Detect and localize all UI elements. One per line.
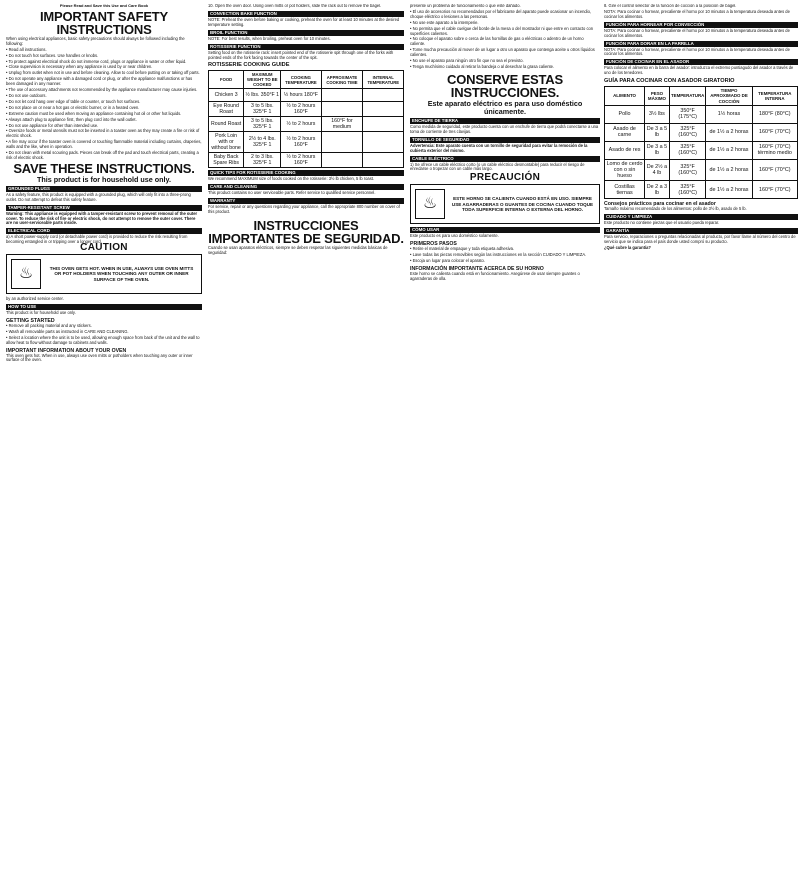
- list-item: • Wash all removable parts as instructed in CARE AND CLEANING.: [6, 330, 202, 335]
- preheat-note-es: NOTA: Para cocinar o hornear, precaliente el horno por 10 minutos a la temperatura deseada antes de cocinar los alimentos.: [604, 8, 790, 19]
- precaucion-title: PRECAUCIÓN: [469, 172, 541, 184]
- grounded-heading: GROUNDED PLUGS: [6, 186, 202, 192]
- list-item: • Close supervision is necessary when any appliance is used by or near children.: [6, 65, 202, 70]
- cord-text: a) A short power-supply cord (or detachable power cord) is provided to reduce the risk resulting from becoming entangled in or tripping over a longer cord.: [6, 234, 188, 245]
- table-cell: 325°F (160°C): [669, 141, 706, 159]
- column-header: MAXIMUM WEIGHT TO BE COOKED: [244, 71, 281, 89]
- table-cell: 160°F for medium: [321, 117, 363, 132]
- preheat-note-es: NOTA: Para cocinar o hornear, precaliente el horno por 10 minutos a la temperatura deseada antes de cocinar los alimentos.: [604, 46, 790, 57]
- column-spanish-1: [410, 4, 600, 892]
- howto-text: This product is for household use only.: [6, 310, 76, 315]
- table-cell: 180°F (80°C): [752, 105, 797, 123]
- list-item: • Remove all packing material and any stickers.: [6, 324, 202, 329]
- table-cell: De 2 a 3 lb: [645, 181, 670, 199]
- care-text: This product contains no user serviceable parts. Refer service to qualified service personnel.: [208, 190, 376, 196]
- table-header-row: [209, 71, 404, 89]
- table-cell: [363, 132, 404, 153]
- consejos-heading: Consejos prácticos para cocinar en el asador: [604, 201, 716, 208]
- table-cell: 3 to 5 lbs. 325°F 1: [244, 117, 281, 132]
- rotisserie-guide-table-es: [604, 86, 798, 199]
- read-save-note: Please Read and Save this Use and Care Book: [59, 4, 149, 8]
- column-header: TEMPERATURA: [669, 87, 706, 106]
- convection-heading: CONVECTION BAKE FUNCTION: [208, 11, 404, 17]
- continued-text: presente un problema de funcionamiento o que esté dañado.: [410, 4, 521, 8]
- list-item: • Escoja un lugar para colocar el aparato.: [410, 259, 600, 264]
- hot-warning-box: [6, 254, 202, 294]
- list-item: • No use el aparato para ningún otro fin que no sea el previsto.: [410, 59, 600, 64]
- cable-text: 1) Se ofrece un cable eléctrico corto (o un cable eléctrico desmontable) para reducir el riesgo de enredarse o tropezar con un cable más largo.: [410, 161, 585, 172]
- list-item: • Unplug from outlet when not in use and before cleaning. Allow to cool before putting on or taking off parts.: [6, 71, 202, 76]
- table-row: [209, 89, 404, 102]
- column-header: PESO MÁXIMO: [645, 87, 670, 106]
- column-english-1: [6, 4, 202, 892]
- table-cell: [363, 153, 404, 168]
- broil-heading: BROIL FUNCTION: [208, 30, 404, 36]
- table-cell: Asado de carne: [605, 123, 645, 141]
- consejos-text: Tamaño máximo recomendado de los alimentos: pollo de 3½ lb, asado de 5 lb.: [604, 206, 747, 212]
- table-row: [605, 141, 798, 159]
- cuidado-text: Este producto no contiene piezas que el usuario pueda reparar.: [604, 220, 720, 226]
- column-header: TEMPERATURA INTERNA: [752, 87, 797, 106]
- cord-heading: ELECTRICAL CORD: [6, 228, 202, 234]
- list-item: • Always attach plug to appliance first, then plug cord into the wall outlet.: [6, 118, 202, 123]
- list-item: • Do not place on or near a hot gas or electric burner, or in a heated oven.: [6, 106, 202, 111]
- table-cell: 1½ horas: [706, 105, 752, 123]
- list-item: • Do not touch hot surfaces. Use handles or knobs.: [6, 54, 202, 59]
- spanish-safety-title: INSTRUCCIONES IMPORTANTES DE SEGURIDAD.: [208, 218, 404, 247]
- bagel-step-es: 8. Gire el control selector de la función de cocción a la posición de bagel.: [604, 4, 737, 8]
- table-cell: ½ hours 180°F: [281, 89, 321, 102]
- list-item: • Select a location where the unit is to be used, allowing enough space from back of the unit and the wall to allow heat to flow without damage to cabinets and walls.: [6, 336, 202, 346]
- table-cell: de 1½ a 2 horas: [706, 181, 752, 199]
- table-cell: [321, 89, 363, 102]
- enchufe-heading: ENCHUFE DE TIERRA: [410, 118, 600, 124]
- convection-heading-es: FUNCIÓN PARA HORNEAR POR CONVECCIÓN: [604, 22, 798, 28]
- list-item: • El uso de accesorios no recomendados por el fabricante del aparato puede ocasionar un incendio, choque eléctrico o lesiones a las personas.: [410, 10, 600, 20]
- info-horno-text: Este horno se calienta cuando está en funcionamiento. Asegúrese de usar siempre guantes o agarraderas de olla.: [410, 270, 580, 281]
- hot-warning-text-es: ESTE HORNO SE CALIENTA CUANDO ESTÁ EN USO. SIEMPRE USE AGARRADERAS O GUANTES DE COCINA CUANDO TOQUE TODA SUPERFICIE INTERNA O EXTERNA DEL HORNO.: [451, 196, 594, 212]
- table-cell: ½ to 2 hours 160°F: [281, 102, 321, 117]
- convection-text: NOTE: Preheat the oven before baking or cooking, preheat the oven for at least 10 minutes at the desired temperature setting.: [208, 16, 400, 27]
- table-cell: ½ lbs. 350°F 1: [244, 89, 281, 102]
- save-title: SAVE THESE INSTRUCTIONS.: [13, 160, 195, 176]
- list-item: • Retire el material de empaque y toda etiqueta adhesiva.: [410, 247, 600, 252]
- column-header: APPROXIMATE COOKING TIME: [321, 71, 363, 89]
- table-cell: de 1½ a 2 horas: [706, 159, 752, 181]
- care-heading: CARE AND CLEANING: [208, 184, 404, 190]
- table-header-row: [605, 87, 798, 106]
- table-cell: 350°F (175°C): [669, 105, 706, 123]
- oven-info-text: This oven gets hot. When in use, always use oven mitts or potholders when touching any outer or inner surface of the oven.: [6, 352, 193, 363]
- table-cell: 325°F (160°C): [669, 159, 706, 181]
- caution-title: CAUTION: [80, 242, 128, 254]
- table-cell: De 3 a 5 lb: [645, 123, 670, 141]
- garantia-text: Para servicio, reparaciones o preguntas relacionadas al producto, por favor llame al número del centro de servicio que se indica para el país donde usted compró su producto.: [604, 234, 796, 245]
- table-cell: [363, 102, 404, 117]
- broil-text: NOTE: For best results, when broiling, preheat oven for 10 minutes.: [208, 35, 331, 41]
- rotisserie-guide-title-es: GUÍA PARA COCINAR CON ASADOR GIRATORIO: [604, 78, 735, 85]
- table-cell: Pollo: [605, 105, 645, 123]
- table-cell: 2 to 3 lbs. 325°F 1: [244, 153, 281, 168]
- table-cell: 160°F (70°C): [752, 123, 797, 141]
- column-header: COOKING TEMPERATURE: [281, 71, 321, 89]
- garantia-question: ¿Qué cubre la garantía?: [604, 245, 651, 250]
- table-cell: De 2½ a 4 lb: [645, 159, 670, 181]
- rotisserie-guide-title: ROTISSERIE COOKING GUIDE: [208, 62, 290, 69]
- table-cell: Costillas tiernas: [605, 181, 645, 199]
- quick-tips-heading: QUICK TIPS FOR ROTISSERIE COOKING: [208, 170, 404, 176]
- column-english-2: [208, 4, 404, 892]
- list-item: • Do not use appliance for other than intended use.: [6, 124, 202, 129]
- list-item: • Tome mucha precaución al mover de un lugar a otro un aparato que contenga aceite u otros líquidos calientes.: [410, 48, 600, 58]
- warranty-heading: WARRANTY: [208, 198, 404, 204]
- list-item: • Read all instructions.: [6, 48, 202, 53]
- tornillo-heading: TORNILLO DE SEGURIDAD: [410, 137, 600, 143]
- table-cell: De 3 a 5 lb: [645, 141, 670, 159]
- service-note: by an authorized service center.: [6, 296, 64, 302]
- safety-list: [6, 48, 202, 161]
- broil-heading-es: FUNCIÓN PARA DORAR EN LA PARRILLA: [604, 41, 798, 47]
- rotisserie-heading-es: FUNCIÓN DE COCINAR EN EL ASADOR: [604, 59, 798, 65]
- table-cell: Lomo de cerdo con o sin hueso: [605, 159, 645, 181]
- rotisserie-heading: ROTISSERIE FUNCTION: [208, 44, 404, 50]
- list-item: • Do not operate any appliance with a damaged cord or plug, or after the appliance malfunctions or has been damaged in any manner.: [6, 77, 202, 87]
- bagel-step: 10. Open the oven door. Using oven mitts or pot holders, slide the rack out to remove the bagel.: [208, 4, 382, 8]
- getting-started-heading: GETTING STARTED: [6, 317, 55, 324]
- rotisserie-text: Setting food on the rotisserie rack: insert pointed end of the rotisserie spit through one of the forks with pointed ends of the fork facing towards the center of the spit.: [208, 49, 394, 60]
- info-horno-heading: INFORMACIÓN IMPORTANTE ACERCA DE SU HORNO: [410, 265, 544, 272]
- table-cell: 160°F (70°C) término medio: [752, 141, 797, 159]
- cuidado-heading: CUIDADO Y LIMPIEZA: [604, 214, 798, 220]
- table-row: [605, 105, 798, 123]
- list-item: • No use este aparato a la intemperie.: [410, 21, 600, 26]
- safety-intro: When using electrical appliances, basic safety precautions should always be followed including the following:: [6, 35, 185, 46]
- list-item: • No coloque el aparato sobre o cerca de las hornillas de gas o eléctricas o adentro de un horno caliente.: [410, 37, 600, 47]
- como-usar-heading: CÓMO USAR: [410, 227, 600, 233]
- list-item: • Do not let cord hang over edge of table or counter, or touch hot surfaces.: [6, 100, 202, 105]
- tamper-heading: TAMPER-RESISTANT SCREW: [6, 205, 202, 211]
- hot-surface-icon: ♨: [11, 259, 41, 289]
- quick-tips-text: We recommend MAXIMUM size of foods cooked on the rotisserie: 3½ lb chicken, 5 lb roast.: [208, 176, 375, 182]
- table-cell: [321, 132, 363, 153]
- table-row: [605, 181, 798, 199]
- list-item: • Do not clean with metal scouring pads. Pieces can break off the pad and touch electrical parts, creating a risk of electric shock.: [6, 151, 202, 161]
- hot-surface-icon: ♨: [415, 189, 445, 219]
- preheat-note-es: NOTA: Para cocinar o hornear, precaliente el horno por 10 minutos a la temperatura deseada antes de cocinar los alimentos.: [604, 27, 790, 38]
- table-cell: 325°F (160°C): [669, 123, 706, 141]
- table-row: [605, 123, 798, 141]
- table-cell: 160°F (70°C): [752, 159, 797, 181]
- list-item: • Tenga muchísimo cuidado al retirar la bandeja o al desechar la grasa caliente.: [410, 65, 600, 70]
- table-cell: ½ to 2 hours 160°F: [281, 153, 321, 168]
- table-cell: 3 to 5 lbs. 325°F 1: [244, 102, 281, 117]
- rotisserie-text-es: Para colocar el alimento en la barra del asador: introduzca el extremo puntiagudo del asador a través de uno de los tenedores.: [604, 65, 794, 76]
- table-row: [605, 159, 798, 181]
- list-item: • Extreme caution must be used when moving an appliance containing hot oil or other hot liquids.: [6, 112, 202, 117]
- hot-warning-text: THIS OVEN GETS HOT. WHEN IN USE, ALWAYS USE OVEN MITTS OR POT HOLDERS WHEN TOUCHING ANY OUTER OR INNER SURFACE OF THE OVEN.: [49, 265, 194, 282]
- list-item: • Lave todas las piezas removibles según las instrucciones en la sección CUIDADO Y LIMPIEZA.: [410, 253, 600, 258]
- table-cell: Eye Round Roast: [209, 102, 244, 117]
- table-cell: 325°F (160°C): [669, 181, 706, 199]
- table-row: [209, 102, 404, 117]
- list-item: • No permita que el cable cuelgue del borde de la mesa o del mostrador ni que entre en contacto con superficies calientes.: [410, 27, 600, 37]
- table-cell: ½ to 2 hours 160°F: [281, 132, 321, 153]
- cable-heading: CABLE ELÉCTRICO: [410, 156, 600, 162]
- list-item: • A fire may occur if the toaster oven is covered or touching flammable material including curtains, draperies, walls and the like, when in operation.: [6, 140, 202, 150]
- table-cell: 2½ to 4 lbs. 325°F 1: [244, 132, 281, 153]
- warranty-text: For service, repair or any questions regarding your appliance, call the appropriate 800 number on cover of this product.: [208, 204, 400, 215]
- column-header: FOOD: [209, 71, 244, 89]
- primeros-pasos-heading: PRIMEROS PASOS: [410, 241, 457, 248]
- table-cell: ½ to 2 hours: [281, 117, 321, 132]
- enchufe-text: Como medida de seguridad, este producto cuenta con un enchufe de tierra que podrá conectarse a una toma de corriente de tres clavijas.: [410, 123, 599, 134]
- column-header: ALIMENTO: [605, 87, 645, 106]
- column-spanish-2: [604, 4, 798, 892]
- table-cell: Pork Loin with or without bone: [209, 132, 244, 153]
- table-row: [209, 117, 404, 132]
- table-cell: 160°F (70°C): [752, 181, 797, 199]
- howto-heading: HOW TO USE: [6, 304, 202, 310]
- table-cell: Round Roast: [209, 117, 244, 132]
- como-usar-text: Este producto es para uso doméstico solamente.: [410, 233, 499, 239]
- table-cell: [363, 117, 404, 132]
- table-row: [209, 132, 404, 153]
- table-cell: 3½ lbs: [645, 105, 670, 123]
- list-item: • To protect against electrical shock do not immerse cord, plugs or appliance in water or other liquid.: [6, 60, 202, 65]
- grounded-text: As a safety feature, this product is equipped with a grounded plug, which will only fit into a three-prong outlet. Do not attempt to defeat this safety feature.: [6, 191, 191, 202]
- tamper-text: Warning: This appliance is equipped with a tamper-resistant screw to prevent removal of the outer cover. To reduce the risk of fire or electric shock, do not attempt to remove the outer cover. There are no user-serviceable parts inside.: [6, 210, 198, 226]
- conserve-title: CONSERVE ESTAS INSTRUCCIONES.: [447, 71, 563, 100]
- table-cell: Asado de res: [605, 141, 645, 159]
- table-row: [209, 153, 404, 168]
- spanish-safety-intro: Cuando se usan aparatos eléctricos, siempre se deben respetar las siguientes medidas básicas de seguridad:: [208, 245, 388, 255]
- tornillo-text: Advertencia: Este aparato cuenta con un tornillo de seguridad para evitar la remoción de la cubierta exterior del mismo.: [410, 142, 588, 153]
- table-cell: [321, 102, 363, 117]
- list-item: • Oversize foods or metal utensils must not be inserted in a toaster oven as they may create a fire or risk of electric shock.: [6, 129, 202, 139]
- table-cell: [363, 89, 404, 102]
- garantia-heading: GARANTÍA: [604, 228, 798, 234]
- conserve-subtitle: Este aparato eléctrico es para uso doméstico únicamente.: [427, 98, 583, 116]
- table-cell: Baby Back Spare Ribs: [209, 153, 244, 168]
- column-header: TIEMPO APROXIMADO DE COCCIÓN: [706, 87, 752, 106]
- list-item: • The use of accessory attachments not recommended by the appliance manufacturer may cause injuries.: [6, 88, 202, 93]
- table-cell: [321, 153, 363, 168]
- table-cell: Chicken 3: [209, 89, 244, 102]
- safety-title: IMPORTANT SAFETY INSTRUCTIONS: [40, 8, 168, 37]
- oven-info-heading: IMPORTANT INFORMATION ABOUT YOUR OVEN: [6, 347, 127, 354]
- list-item: • Do not use outdoors.: [6, 94, 202, 99]
- rotisserie-guide-table: [208, 70, 404, 168]
- table-cell: de 1½ a 2 horas: [706, 123, 752, 141]
- column-header: INTERNAL TEMPERATURE: [363, 71, 404, 89]
- save-subtitle: This product is for household use only.: [36, 174, 172, 184]
- table-cell: de 1½ a 2 horas: [706, 141, 752, 159]
- hot-warning-box-es: [410, 184, 600, 224]
